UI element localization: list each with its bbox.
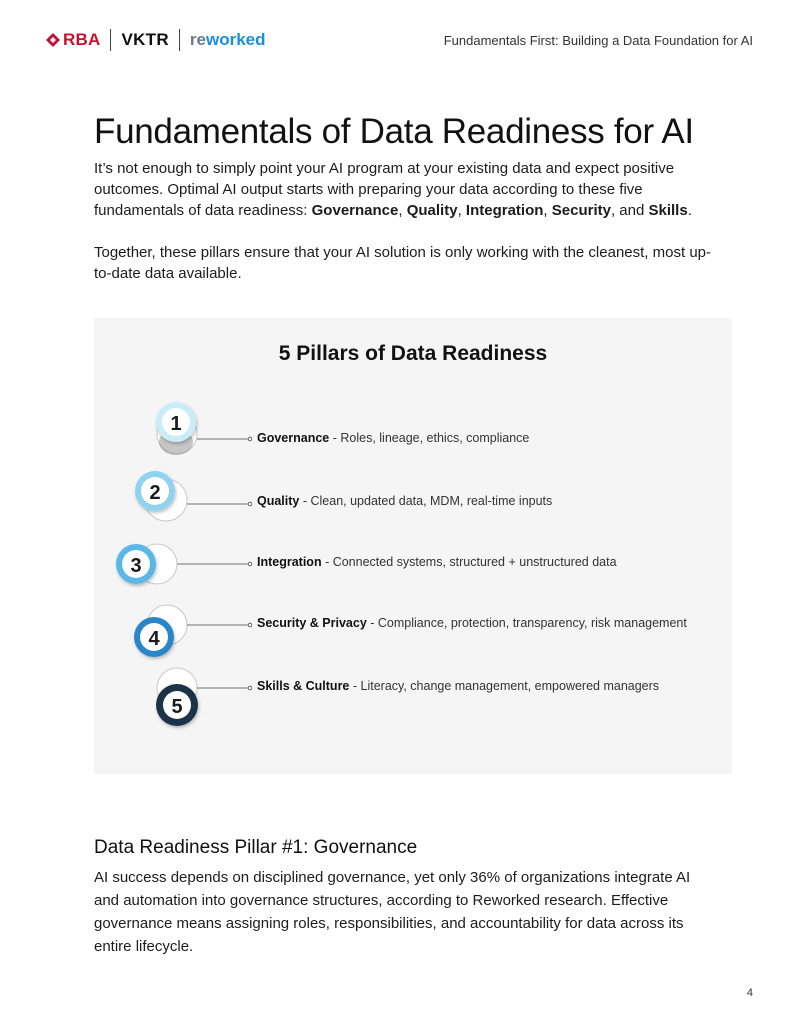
pillar-label-governance: Governance - Roles, lineage, ethics, compliance [257,431,530,445]
rba-logo-text: RBA [63,30,101,49]
pillar-marker-3 [116,544,252,584]
pillar-label-security: Security & Privacy - Compliance, protection, transparency, risk management [257,616,687,630]
summary-paragraph: Together, these pillars ensure that your AI solution is only working with the cleanest, most up-to-date data available. [94,244,711,282]
document-title: Fundamentals First: Building a Data Foundation for AI [443,33,753,48]
logo-divider [179,29,180,51]
pillar-label-integration: Integration - Connected systems, structured + unstructured data [257,555,617,569]
fundamental-integration: Integration [465,202,544,219]
page-title: Fundamentals of Data Readiness for AI [94,112,694,151]
pillars-graphic [94,318,732,774]
logo-divider [110,29,111,51]
fundamental-skills: Skills [648,202,688,219]
page-header [0,0,800,80]
vktr-logo: VKTR [121,30,169,49]
pillar-number-3: 3 [130,555,142,577]
intro-paragraph: It’s not enough to simply point your AI program at your existing data and expect positive outcomes. Optimal AI output starts with preparing your data according to these five fundamentals of data readiness: Governance, Quality, Integration, Security, and Skills. [94,160,692,219]
pillar-marker-5 [156,668,252,726]
pillar-number-4: 4 [148,628,160,650]
partner-logos [46,28,266,52]
pillars-diagram [94,318,732,774]
pillar-marker-2 [135,471,252,521]
page-number: 4 [746,987,753,999]
fundamental-governance: Governance [311,202,399,219]
pillars-title: 5 Pillars of Data Readiness [278,342,548,365]
pillar-number-1: 1 [170,413,182,435]
reworked-logo: reworked [189,30,266,49]
rba-diamond-icon [46,33,60,47]
fundamental-quality: Quality [406,202,458,219]
pillar-label-skills: Skills & Culture - Literacy, change management, empowered managers [257,679,660,693]
section-body: AI success depends on disciplined governance, yet only 36% of organizations integrate AI and automation into governance structures, according to Reworked research. Effective governance means assigning roles, responsibilities, and accountability for data across its entire lifecycle. [94,869,691,955]
pillar-marker-1 [156,402,252,455]
section-heading: Data Readiness Pillar #1: Governance [94,837,418,858]
rba-logo [46,30,100,50]
fundamental-security: Security [551,202,611,219]
pillar-marker-4 [134,605,252,657]
pillar-label-quality: Quality - Clean, updated data, MDM, real-time inputs [257,494,553,508]
pillar-number-5: 5 [171,696,183,718]
pillar-number-2: 2 [149,482,161,504]
